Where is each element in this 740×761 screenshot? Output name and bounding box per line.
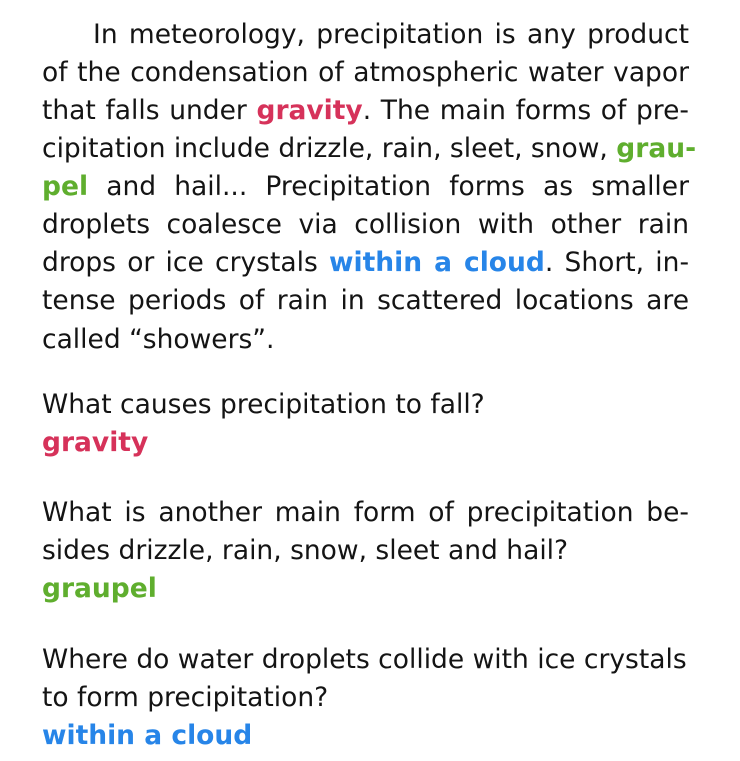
passage-text: In meteorology, precipitation is any product [93,19,689,50]
answer-text: within a cloud [42,720,253,751]
passage-line [42,244,689,282]
passage-text: cipitation include drizzle, rain, sleet, snow, [42,133,617,164]
passage-text: . The main forms of pre- [362,95,689,126]
highlighted-answer-text: gravity [256,95,363,126]
question-text: What causes precipitation to fall? [42,389,485,420]
answer-text: graupel [42,573,157,604]
passage-text: and hail... Precipitation forms as smaller [88,171,689,202]
passage-line [42,321,689,359]
passage-line [42,282,689,320]
passage-text: drops or ice crystals [42,247,330,278]
passage-text: that falls under [42,95,257,126]
question-text: to form precipitation? [42,682,329,713]
question-text: What is another main form of precipitation be- [42,497,689,528]
passage-line [42,206,689,244]
passage-line [42,54,689,92]
highlighted-answer-text: pel [42,171,89,202]
question-text: sides drizzle, rain, snow, sleet and hail? [42,535,569,566]
highlighted-answer-text: grau- [616,133,697,164]
passage-text: tense periods of rain in scattered locations are [42,285,689,316]
passage-text: of the condensation of atmospheric water vapor [42,57,689,88]
passage-line [42,168,689,206]
passage-text: . Short, in- [544,247,690,278]
passage-text: droplets coalesce via collision with other rain [42,209,689,240]
passage-line [42,92,689,130]
passage-text: called “showers”. [42,324,275,355]
highlighted-answer-text: within a cloud [329,247,545,278]
answer-text: gravity [42,427,149,458]
passage-line [93,16,689,54]
passage-line [42,130,697,168]
question-text: Where do water droplets collide with ice crystals [42,644,687,675]
